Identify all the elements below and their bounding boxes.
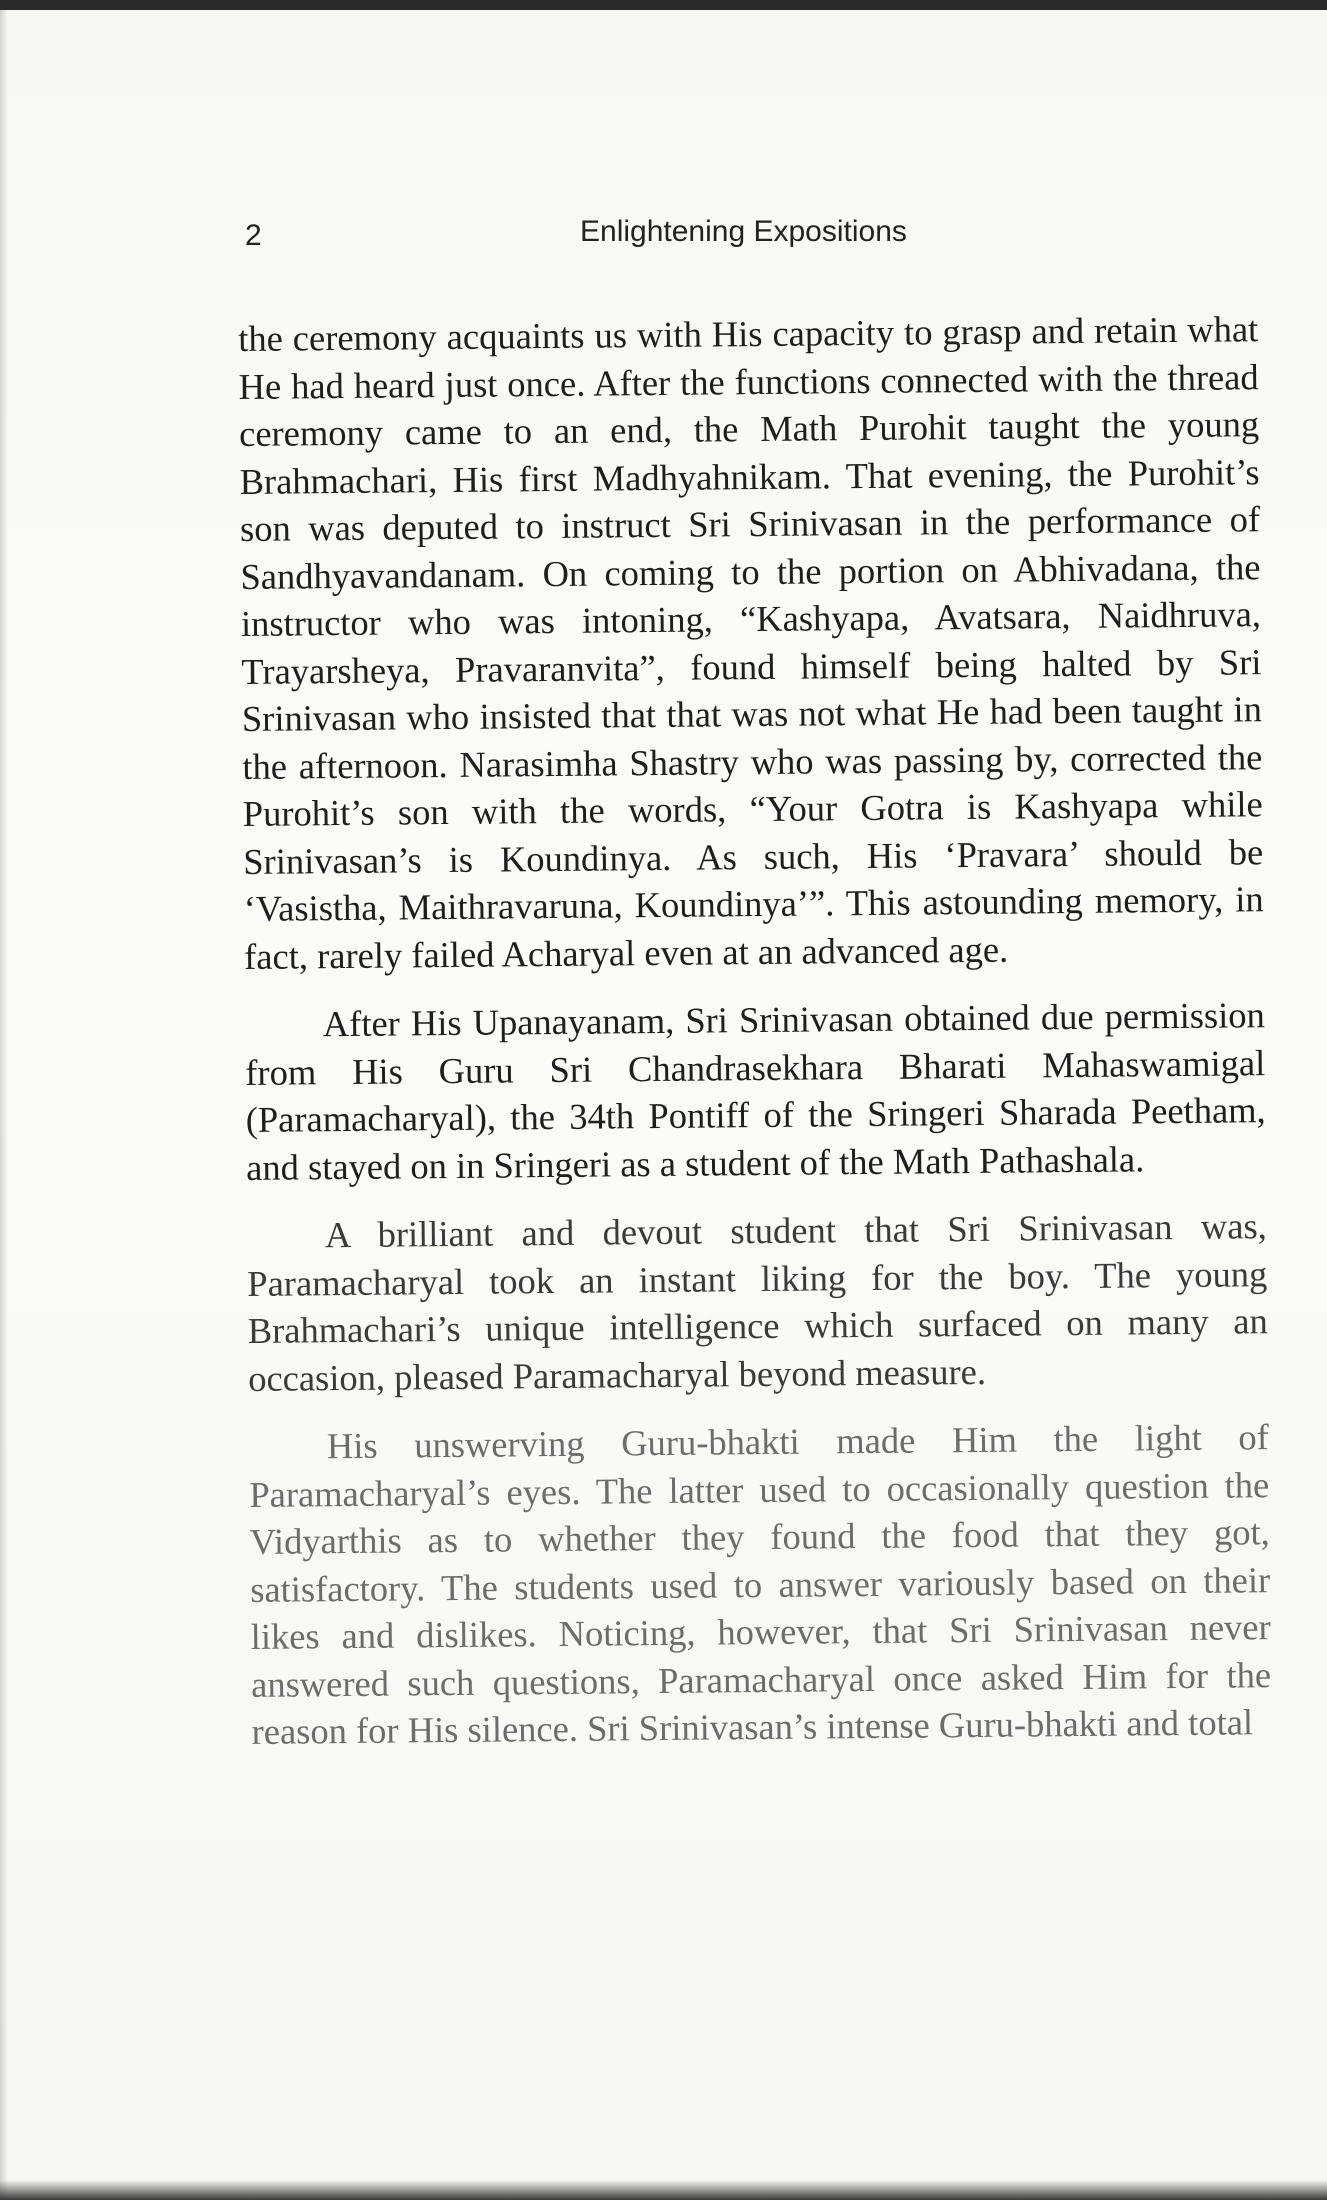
body-text xyxy=(238,305,1272,1776)
paragraph-upanayanam: After His Upanayanam, Sri Srinivasan obtained due permission from His Guru Sri Chandrasekhara Bharati Mahaswamigal (Paramacharyal), the 34th Pontiff of the Sringeri Sharada Peetham, and stayed on in Sringeri as a student of the Math Pathashala. xyxy=(245,994,1266,1188)
page-shadow-left xyxy=(0,10,8,2200)
paragraph-brilliant-student: A brilliant and devout student that Sri Srinivasan was, Paramacharyal took an instant liking for the boy. The young Brahmachari’s unique intelligence which surfaced on many an occasion, pleased Paramacharyal beyond measure. xyxy=(247,1205,1268,1399)
paragraph-continued: the ceremony acquaints us with His capacity to grasp and retain what He had heard just once. After the functions connected with the thread ceremony came to an end, the Math Purohit taught the young Brahmachari, His first Madhyahnikam. That evening, the Purohit’s son was deputed to instruct Sri Srinivasan in the performance of Sandhyavandanam. On coming to the portion on Abhivadana, the instructor who was intoning, “Kashyapa, Avatsara, Naidhruva, Trayarsheya, Pravaranvita”, found himself being halted by Sri Srinivasan who insisted that that was not what He had been taught in the afternoon. Narasimha Shastry who was passing by, corrected the Purohit’s son with the words, “Your Gotra is Kashyapa while Srinivasan’s is Koundinya. As such, His ‘Pravara’ should be ‘Vasistha, Maithravaruna, Koundinya’”. This astounding memory, in fact, rarely failed Acharyal even at an advanced age. xyxy=(238,308,1264,977)
paragraph-guru-bhakti: His unswerving Guru-bhakti made Him the light of Paramacharyal’s eyes. The latter used to occasionally question the Vidyarthis as to whether they found the food that they got, satisfactory. The students used to answer variously based on their likes and dislikes. Noticing, however, that Sri Srinivasan never answered such questions, Paramacharyal once asked Him for the reason for His silence. Sri Srinivasan’s intense Guru-bhakti and total xyxy=(249,1416,1272,1752)
running-head xyxy=(245,215,1225,255)
page-shadow-bottom xyxy=(0,2180,1327,2200)
page-number: 2 xyxy=(245,219,262,252)
running-title: Enlightening Expositions xyxy=(580,215,907,248)
